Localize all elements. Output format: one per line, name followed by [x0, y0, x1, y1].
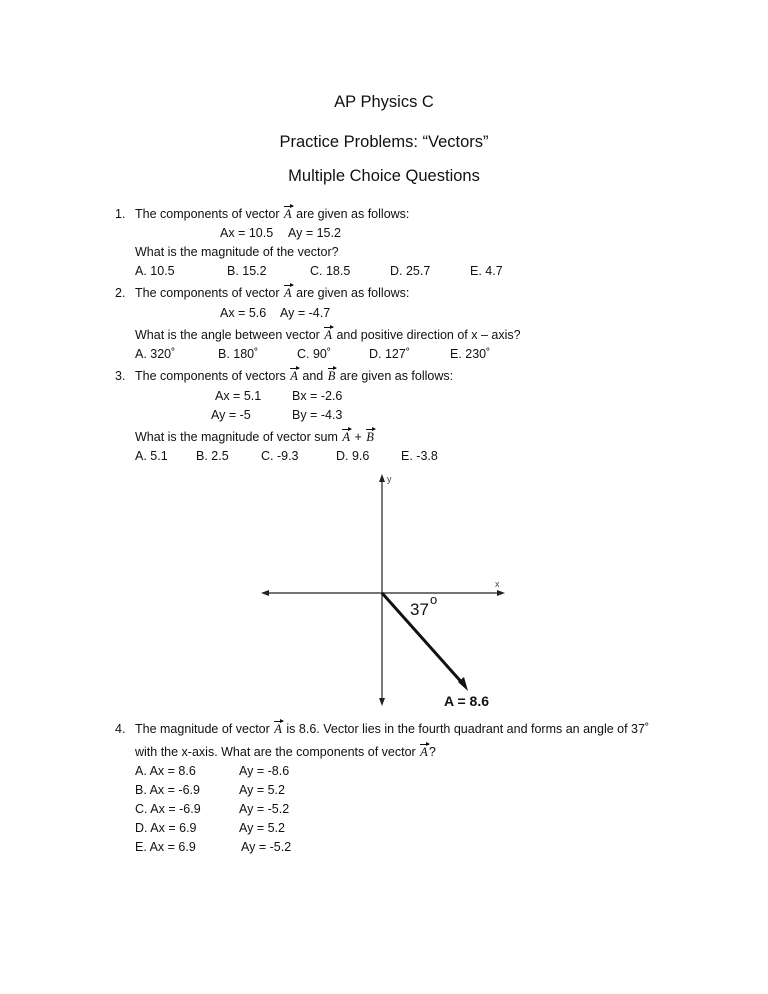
plus-sign: +	[354, 430, 362, 444]
option: D. 25.7	[390, 264, 431, 278]
option-ax: E. Ax = 6.9	[135, 840, 196, 854]
component-ax: Ax = 5.6	[220, 306, 267, 320]
stem-text: ?	[428, 745, 436, 759]
option-ax: A. Ax = 8.6	[135, 764, 196, 778]
option: D. 127˚	[369, 347, 410, 361]
component-ay: Ay = 15.2	[288, 226, 341, 240]
vector-magnitude-label: A = 8.6	[444, 693, 490, 709]
section-heading: Multiple Choice Questions	[288, 167, 480, 185]
option-ay: Ay = 5.2	[239, 821, 285, 835]
x-axis-arrow-icon	[497, 590, 505, 596]
option: A. 5.1	[135, 449, 168, 463]
stem-text: The components of vector	[135, 286, 280, 300]
vector-a-symbol: A	[274, 722, 282, 736]
stem-text: are given as follows:	[339, 369, 454, 383]
option: B. 2.5	[196, 449, 229, 463]
stem-text: is 8.6. Vector lies in the fourth quadrant and forms an angle of 37˚	[286, 722, 650, 736]
component-bx: Bx = -2.6	[292, 389, 343, 403]
option: C. 18.5	[310, 264, 351, 278]
stem-text: The components of vector	[135, 207, 280, 221]
stem-text: The components of vectors	[135, 369, 286, 383]
vector-a-symbol: A	[420, 745, 428, 759]
question-text	[135, 328, 521, 343]
question-number: 2.	[115, 286, 126, 300]
x-axis-label: x	[495, 579, 500, 589]
option: E. 230˚	[450, 347, 491, 361]
component-ax: Ax = 10.5	[220, 226, 274, 240]
option-ay: Ay = -5.2	[241, 840, 292, 854]
stem-text: The magnitude of vector	[135, 722, 270, 736]
question-stem	[135, 369, 453, 384]
component-ax: Ax = 5.1	[215, 389, 262, 403]
question-stem-line2	[135, 745, 436, 760]
vector-b-symbol: B	[327, 369, 336, 383]
option-ax: C. Ax = -6.9	[135, 802, 201, 816]
question-stem-line1	[135, 722, 649, 737]
option: D. 9.6	[336, 449, 370, 463]
question-text: What is the magnitude of the vector?	[135, 245, 339, 259]
component-ay: Ay = -5	[211, 408, 251, 422]
y-axis-arrow-down-icon	[379, 698, 385, 706]
stem-text: are given as follows:	[296, 207, 410, 221]
option: B. 180˚	[218, 347, 259, 361]
vector-a-symbol: A	[284, 207, 292, 221]
question-stem	[135, 286, 409, 301]
option-ay: Ay = 5.2	[239, 783, 285, 797]
option: A. 10.5	[135, 264, 175, 278]
angle-degree: o	[430, 592, 438, 607]
stem-text: are given as follows:	[296, 286, 410, 300]
component-by: By = -4.3	[292, 408, 343, 422]
question-number: 1.	[115, 207, 126, 221]
stem-text: and	[302, 369, 324, 383]
option-ay: Ay = -8.6	[239, 764, 290, 778]
question-text-part: and positive direction of x – axis?	[336, 328, 521, 342]
component-ay: Ay = -4.7	[280, 306, 331, 320]
y-axis-label: y	[387, 474, 392, 484]
vector-a-symbol: A	[342, 430, 350, 444]
x-axis-arrow-left-icon	[261, 590, 269, 596]
vector-a-symbol: A	[290, 369, 298, 383]
option: E. 4.7	[470, 264, 503, 278]
question-text-part: What is the magnitude of vector sum	[135, 430, 338, 444]
worksheet-subtitle: Practice Problems: “Vectors”	[279, 133, 489, 151]
stem-text: with the x-axis. What are the components of vector	[135, 745, 416, 759]
vector-diagram	[255, 470, 515, 715]
option: B. 15.2	[227, 264, 267, 278]
question-stem	[135, 207, 409, 222]
option-ax: D. Ax = 6.9	[135, 821, 197, 835]
question-text	[135, 430, 375, 445]
y-axis-arrow-icon	[379, 474, 385, 482]
vector-a-symbol: A	[284, 286, 292, 300]
option: A. 320˚	[135, 347, 176, 361]
option: C. -9.3	[261, 449, 299, 463]
question-text-part: What is the angle between vector	[135, 328, 320, 342]
question-number: 3.	[115, 369, 126, 383]
vector-a-symbol: A	[324, 328, 332, 342]
angle-label: 37	[410, 600, 429, 619]
option-ay: Ay = -5.2	[239, 802, 290, 816]
vector-b-symbol: B	[366, 430, 374, 444]
question-number: 4.	[115, 722, 126, 736]
course-title: AP Physics C	[334, 93, 434, 111]
option: C. 90˚	[297, 347, 332, 361]
option-ax: B. Ax = -6.9	[135, 783, 200, 797]
option: E. -3.8	[401, 449, 438, 463]
